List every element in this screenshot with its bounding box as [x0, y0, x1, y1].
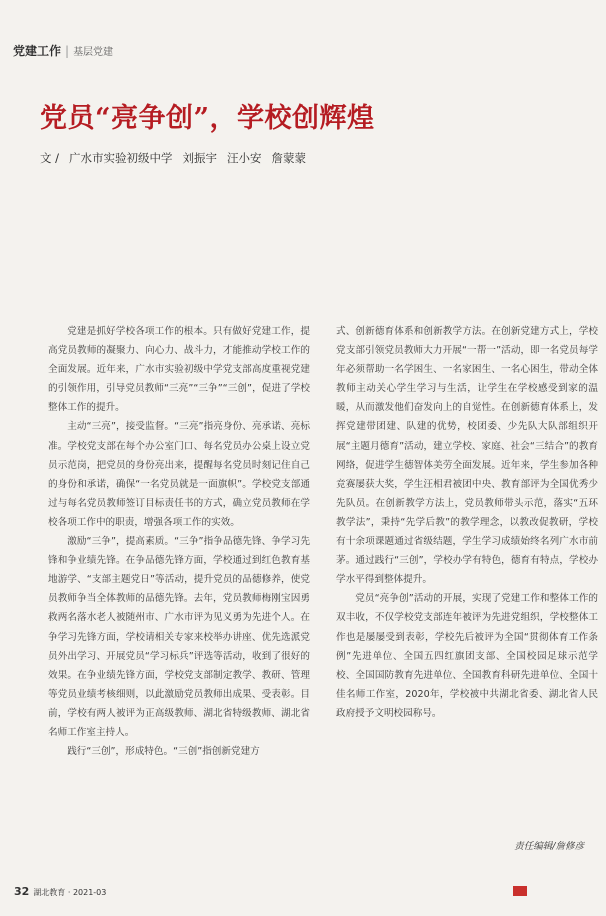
paragraph: 党员“亮争创”活动的开展，实现了党建工作和整体工作的双丰收，不仅学校党支部连年被评为先进党组织，学校整体工作也是屡屡受到表彰，学校先后被评为全国“贯彻体育工作条例”先进单位、全国五四红旗团支部、全国校园足球示范学校、全国国防教育先进单位、全国教育科研先进单位、全国十佳名师工作室，2020年，学校被中共湖北省委、湖北省人民政府授予文明校园称号。	[336, 593, 598, 719]
byline	[40, 150, 316, 166]
paragraph: 式、创新德育体系和创新教学方法。在创新党建方式上，学校党支部引领党员教师大力开展“一帮一”活动，即一名党员每学年必须帮助一名学困生、一名家困生、一名心困生，带动全体教师主动关心学生学习与生活，让学生在学校感受到家的温暖，从而激发他们奋发向上的自觉性。在创新德育体系上，发挥党建带团建、队建的优势，校团委、少先队大队部组织开展“主题月德育”活动，建立学校、家庭、社会“三结合”的教育网络，促进学生德智体美劳全面发展。近年来，学生参加各种竞赛屡获大奖，学生汪相君被团中央、教育部评为全国优秀少先队员。在创新教学方法上，党员教师带头示范，落实“五环教学法”，秉持“先学后教”的教学理念，以教改促教研，学校有十余项课题通过省级结题，学生学习成绩始终名列广水市前茅。通过践行“三创”，学校办学有特色，德育有特点，学校办学水平得到整体提升。	[336, 326, 598, 586]
section-label	[13, 42, 113, 59]
byline-author: 汪小安	[227, 151, 262, 165]
byline-author: 刘振宇	[182, 151, 218, 165]
byline-author: 詹蒙蒙	[271, 151, 307, 165]
article-left-column	[48, 322, 310, 761]
page-footer	[14, 880, 106, 899]
byline-prefix: 文 /	[40, 151, 60, 165]
section-main: 党建工作	[13, 44, 62, 58]
editor-credit: 责任编辑/詹修彦	[514, 841, 584, 852]
article-title: 党员“亮争创”，学校创辉煌	[40, 103, 375, 134]
article-right-column	[336, 322, 598, 723]
page-number: 32	[14, 885, 30, 898]
byline-institution: 广水市实验初级中学	[69, 151, 173, 165]
paragraph: 激励“三争”，提高素质。“三争”指争品德先锋、争学习先锋和争业绩先锋。在争品德先锋方面，学校通过到红色教育基地游学、“支部主题党日”等活动，提升党员的品德修养，使党员教师争当全体教师的品德先锋。去年，党员教师梅刚宝因勇救两名落水老人被随州市、广水市评为见义勇为先进个人。在争学习先锋方面，学校请相关专家来校举办讲座、优先选派党员外出学习、开展党员“学习标兵”评选等活动，收到了很好的效果。在争业绩先锋方面，学校党支部制定教学、教研、管理等党员业绩考核细则，以此激励党员教师出成果、受表彰。目前，学校有两人被评为正高级教师、湖北省特级教师、湖北省名师工作室主持人。	[48, 536, 310, 738]
paragraph: 党建是抓好学校各项工作的根本。只有做好党建工作，提高党员教师的凝聚力、向心力、战斗力，才能推动学校工作的全面发展。近年来，广水市实验初级中学党支部高度重视党建的引领作用，引导党员教师“三亮”“三争”“三创”，促进了学校整体工作的提升。	[48, 326, 310, 414]
paragraph: 主动“三亮”，接受监督。“三亮”指亮身份、亮承诺、亮标准。学校党支部在每个办公室门口、每名党员办公桌上设立党员示范岗，把党员的身份亮出来，提醒每名党员时刻记住自己的身份和承诺，确保“一名党员就是一面旗帜”。学校党支部通过与每名党员教师签订目标责任书的方式，确立党员教师在学校各项工作中的职责，增强各项工作的实效。	[48, 421, 310, 528]
stamp-icon	[513, 886, 527, 896]
section-separator: |	[65, 44, 70, 58]
magazine-issue: 湖北教育 · 2021-03	[33, 888, 107, 897]
paragraph: 践行“三创”，形成特色。“三创”指创新党建方	[67, 746, 260, 758]
section-sub: 基层党建	[73, 47, 114, 58]
